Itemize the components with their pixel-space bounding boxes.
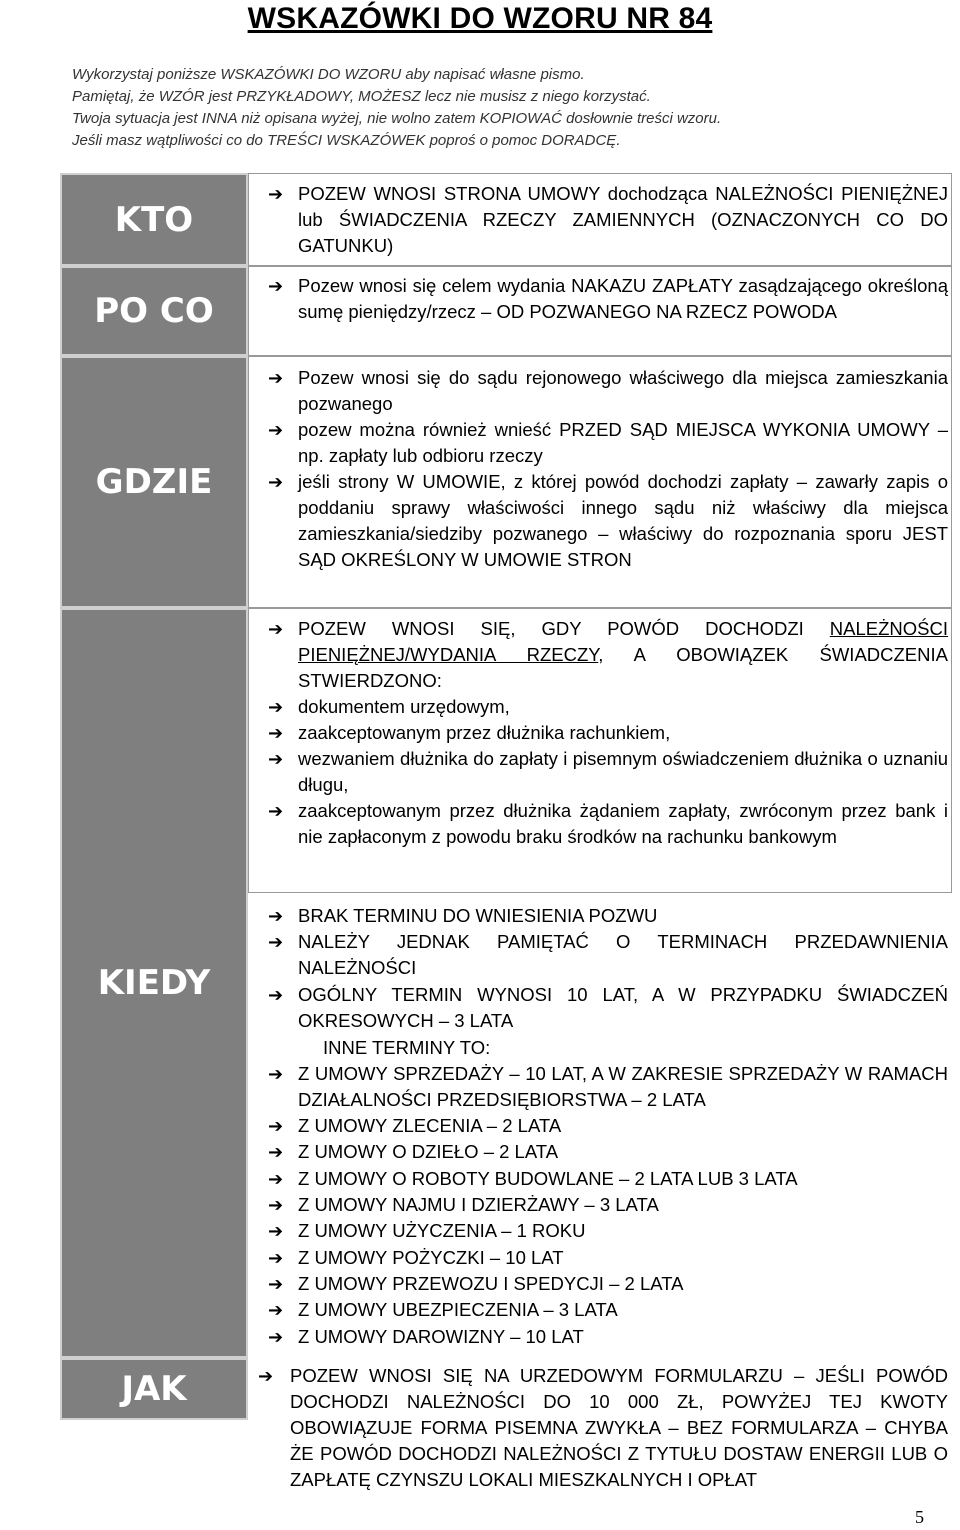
term-item: Z UMOWY POŻYCZKI – 10 LAT bbox=[298, 1247, 564, 1268]
arrow-icon: ➔ bbox=[268, 749, 284, 770]
gdy-lead bbox=[298, 616, 948, 694]
arrow-icon: ➔ bbox=[268, 801, 284, 822]
arrow-icon: ➔ bbox=[268, 906, 284, 927]
arrow-icon: ➔ bbox=[268, 985, 284, 1006]
arrow-icon: ➔ bbox=[268, 1064, 284, 1085]
arrow-icon: ➔ bbox=[268, 1300, 284, 1321]
gdzie-line-3: jeśli strony W UMOWIE, z której powód dochodzi zapłaty – zawarły zapis o poddaniu sprawy właściwości innego sądu niż właściwy dla miejsca zamieszkania/siedziby pozwanego – właściwy do rozpoznania sporu JEST SĄD OKREŚLONY W UMOWIE STRON bbox=[298, 471, 948, 570]
arrow-icon: ➔ bbox=[268, 1169, 284, 1190]
arrow-icon: ➔ bbox=[268, 932, 284, 953]
arrow-icon: ➔ bbox=[268, 1116, 284, 1137]
arrow-icon: ➔ bbox=[268, 619, 284, 640]
arrow-icon: ➔ bbox=[268, 420, 284, 441]
gdy-lead-b: , A OBOWIĄZEK ŚWIADCZENIA STWIERDZONO: bbox=[298, 644, 948, 691]
arrow-icon: ➔ bbox=[268, 184, 284, 205]
page-number: 5 bbox=[915, 1507, 924, 1527]
other-terms-label: INNE TERMINY TO: bbox=[323, 1037, 491, 1058]
arrow-icon: ➔ bbox=[268, 1195, 284, 1216]
intro-line: Twoja sytuacja jest INNA niż opisana wyżej, nie wolno zatem KOPIOWAĆ dosłownie treści wzoru. bbox=[72, 110, 722, 127]
arrow-icon: ➔ bbox=[268, 1221, 284, 1242]
intro-line: Jeśli masz wątpliwości co do TREŚCI WSKAZÓWEK poproś o pomoc DORADCĘ. bbox=[72, 132, 621, 149]
label-gdzie: GDZIE bbox=[60, 356, 248, 608]
gdy-item: zaakceptowanym przez dłużnika rachunkiem, bbox=[298, 722, 671, 743]
label-kto: KTO bbox=[60, 173, 248, 266]
term-item: Z UMOWY PRZEWOZU I SPEDYCJI – 2 LATA bbox=[298, 1273, 684, 1294]
intro-line: Pamiętaj, że WZÓR jest PRZYKŁADOWY, MOŻESZ lecz nie musisz z niego korzystać. bbox=[72, 88, 651, 105]
kiedy-line: OGÓLNY TERMIN WYNOSI 10 LAT, A W PRZYPADKU ŚWIADCZEŃ OKRESOWYCH – 3 LATA bbox=[298, 984, 948, 1031]
intro-block bbox=[72, 64, 932, 152]
document-title: WSKAZÓWKI DO WZORU NR 84 bbox=[247, 2, 713, 35]
label-po-co: PO CO bbox=[60, 266, 248, 356]
arrow-icon: ➔ bbox=[268, 1142, 284, 1163]
arrow-icon: ➔ bbox=[268, 697, 284, 718]
gdy-lead-underlined: NALEŻNOŚCI PIENIĘŻNEJ/WYDANIA RZECZY bbox=[298, 618, 948, 665]
term-item: Z UMOWY DAROWIZNY – 10 LAT bbox=[298, 1326, 584, 1347]
gdy-item: zaakceptowanym przez dłużnika żądaniem zapłaty, zwróconym przez bank i nie zapłaconym z powodu braku środków na rachunku bankowym bbox=[298, 800, 948, 847]
label-jak: JAK bbox=[60, 1358, 248, 1420]
kiedy-line: BRAK TERMINU DO WNIESIENIA POZWU bbox=[298, 905, 658, 926]
arrow-icon: ➔ bbox=[268, 1327, 284, 1348]
kto-text: POZEW WNOSI STRONA UMOWY dochodząca NALEŻNOŚCI PIENIĘŻNEJ lub ŚWIADCZENIA RZECZY ZAMIENNYCH (OZNACZONYCH CO DO GATUNKU) bbox=[298, 183, 948, 256]
term-item: Z UMOWY NAJMU I DZIERŻAWY – 3 LATA bbox=[298, 1194, 659, 1215]
gdy-item: wezwaniem dłużnika do zapłaty i pisemnym oświadczeniem dłużnika o uznaniu długu, bbox=[298, 748, 948, 795]
arrow-icon: ➔ bbox=[268, 1248, 284, 1269]
term-item: Z UMOWY ZLECENIA – 2 LATA bbox=[298, 1115, 562, 1136]
term-item: Z UMOWY UBEZPIECZENIA – 3 LATA bbox=[298, 1299, 618, 1320]
intro-line: Wykorzystaj poniższe WSKAZÓWKI DO WZORU aby napisać własne pismo. bbox=[72, 66, 585, 83]
gdy-lead-a: POZEW WNOSI SIĘ, GDY POWÓD DOCHODZI bbox=[298, 618, 830, 639]
arrow-icon: ➔ bbox=[268, 723, 284, 744]
arrow-icon: ➔ bbox=[258, 1366, 274, 1387]
po-co-text: Pozew wnosi się celem wydania NAKAZU ZAPŁATY zasądzającego określoną sumę pieniędzy/rzecz – OD POZWANEGO NA RZECZ POWODA bbox=[298, 275, 948, 322]
arrow-icon: ➔ bbox=[268, 472, 284, 493]
gdy-item: dokumentem urzędowym, bbox=[298, 696, 510, 717]
term-item: Z UMOWY O DZIEŁO – 2 LATA bbox=[298, 1141, 559, 1162]
gdzie-line-1: Pozew wnosi się do sądu rejonowego właściwego dla miejsca zamieszkania pozwanego bbox=[298, 367, 948, 414]
arrow-icon: ➔ bbox=[268, 1274, 284, 1295]
term-item: Z UMOWY UŻYCZENIA – 1 ROKU bbox=[298, 1220, 586, 1241]
term-item: Z UMOWY SPRZEDAŻY – 10 LAT, A W ZAKRESIE SPRZEDAŻY W RAMACH DZIAŁALNOŚCI PRZEDSIĘBIORSTWA – 2 LATA bbox=[298, 1063, 948, 1110]
kiedy-line: NALEŻY JEDNAK PAMIĘTAĆ O TERMINACH PRZEDAWNIENIA NALEŻNOŚCI bbox=[298, 931, 948, 978]
term-item: Z UMOWY O ROBOTY BUDOWLANE – 2 LATA LUB 3 LATA bbox=[298, 1168, 798, 1189]
gdzie-line-2: pozew można również wnieść PRZED SĄD MIEJSCA WYKONIA UMOWY – np. zapłaty lub odbioru rzeczy bbox=[298, 419, 948, 466]
label-kiedy: KIEDY bbox=[60, 608, 248, 1358]
arrow-icon: ➔ bbox=[268, 368, 284, 389]
jak-text: POZEW WNOSI SIĘ NA URZEDOWYM FORMULARZU – JEŚLI POWÓD DOCHODZI NALEŻNOŚCI DO 10 000 ZŁ, POWYŻEJ TEJ KWOTY OBOWIĄZUJE FORMA PISEMNA ZWYKŁA – BEZ FORMULARZA – CHYBA ŻE POWÓD DOCHODZI NALEŻNOŚCI Z TYTUŁU DOSTAW ENERGII LUB O ZAPŁATĘ CZYNSZU LOKALI MIESZKALNYCH I OPŁAT bbox=[290, 1365, 948, 1490]
arrow-icon: ➔ bbox=[268, 276, 284, 297]
